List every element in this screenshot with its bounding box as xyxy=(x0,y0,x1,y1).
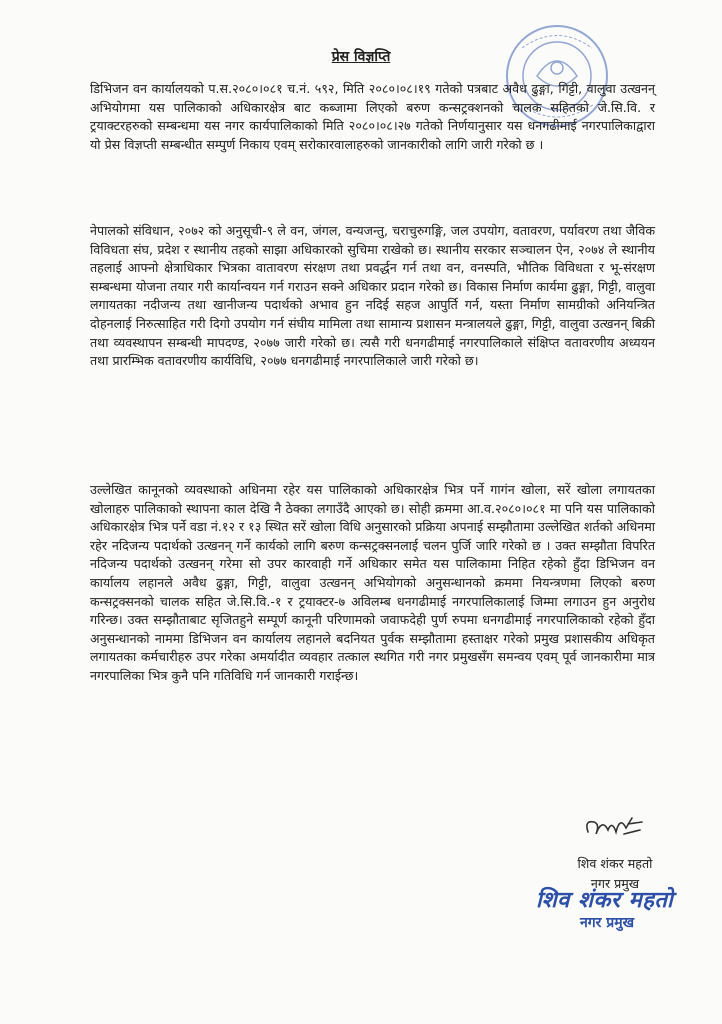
stamp-designation: नगर प्रमुख xyxy=(580,915,635,931)
paragraph-2: नेपालको संविधान, २०७२ को अनुसूची-९ ले वन, जंगल, वन्यजन्तु, चराचुरुगङ्गि, जल उपयोग, वतावरण, पर्यावरण तथा जैविक विविधता संघ, प्रदेश र स्थानीय तहको साझा अधिकारको सुचिमा राखेको छ। स्थानीय सरकार सञ्चालन ऐन, २०७४ ले स्थानीय तहलाई आफ्नो क्षेत्राधिकार भित्रका वातावरण संरक्षण तथा प्रवर्द्धन गर्न तथा वन, वनस्पति, भौतिक विविधता र भू-संरक्षण सम्बन्धमा योजना तयार गरी कार्यान्वयन गर्न गराउन सक्ने अधिकार प्रदान गरेको छ। विकास निर्माण कार्यमा ढुङ्गा, गिट्टी, वालुवा लगायतका नदीजन्य तथा खानीजन्य पदार्थको अभाव हुन नदिई सहज आपुर्ति गर्न, यस्ता निर्माण सामग्रीको अनियन्त्रित दोहनलाई निरुत्साहित गरी दिगो उपयोग गर्न संघीय मामिला तथा सामान्य प्रशासन मन्त्रालयले ढुङ्गा, गिट्टी, वालुवा उत्खनन् बिक्री तथा व्यवस्थापन सम्बन्धी मापदण्ड, २०७७ जारी गरेको छ। त्यसै गरी धनगढीमाई नगरपालिकाले संक्षिप्त वतावरणीय अध्ययन तथा प्रारम्भिक वतावरणीय कार्यविधि, २०७७ धनगढीमाई नगरपालिकाले जारी गरेको छ। xyxy=(90,223,655,369)
stamp-name: शिव शंकर महतो xyxy=(536,888,674,913)
paragraph-3: उल्लेखित कानूनको व्यवस्थाको अधिनमा रहेर यस पालिकाको अधिकारक्षेत्र भित्र पर्ने गागंन खोला, सरें खोला लगायतका खोलाहरु पालिकाको स्थापना काल देखि नै ठेक्का लगाउँदै आएको छ। सोही क्रममा आ.व.२०८०।०८१ मा पनि यस पालिकाको अधिकारक्षेत्र भित्र पर्ने वडा नं.१२ र १३ स्थित सरें खोला विधि अनुसारको प्रक्रिया अपनाई सम्झौतामा उल्लेखित शर्तको अधिनमा रहेर नदिजन्य पदार्थको उत्खनन् गर्ने कार्यको लागि बरुण कन्सट्रक्सनलाई चलन पुर्जि जारि गरेको छ । उक्त सम्झौता विपरित नदिजन्य पदार्थको उत्खनन् गरेमा सो उपर कारवाही गर्ने अधिकार समेत यस पालिकामा निहित रहेको हुँदा डिभिजन वन कार्यालय लहानले अवैध ढुङ्गा, गिट्टी, वालुवा उत्खनन् अभियोगको अनुसन्धानको क्रममा नियन्त्रणमा लिएको बरुण कन्सट्रक्सनको चालक सहित जे.सि.वि.-१ र ट्रयाक्टर-७ अविलम्ब धनगढीमाई नगरपालिकालाई जिम्मा लगाउन हुन अनुरोध गरिन्छ। उक्त सम्झौताबाट सृजितहुने सम्पूर्ण कानूनी परिणामको जवाफदेही पुर्ण रुपमा धनगढीमाई नगरपालिकाको रहेको हुँदा अनुसन्धानको नाममा डिभिजन वन कार्यालय लहानले बदनियत पुर्वक सम्झौतामा हस्ताक्षर गरेको प्रमुख प्रशासकीय अधिकृत लगायतका कर्मचारीहरु उपर गरेका अमर्यादीत व्यवहार तत्काल स्थगित गरी नगर प्रमुखसँग समन्वय एवम् पूर्व जानकारीमा मात्र नगरपालिका भित्र कुनै पनि गतिविधि गर्न जानकारी गराईन्छ। xyxy=(90,482,655,683)
signatory-designation: नगर प्रमुख xyxy=(590,876,640,891)
document-title: प्रेस विज्ञप्ति xyxy=(331,49,391,65)
paragraph-1: डिभिजन वन कार्यालयको प.स.२०८०।०८१ च.नं. ५९२, मिति २०८०।०८।१९ गतेको पत्रबाट अवैध ढुङ्गा, गिट्टी, वालुवा उत्खनन् अभियोगमा यस पालिकाको अधिकारक्षेत्र बाट कब्जामा लिएको बरुण कन्सट्रक्शनको चालक सहितको जे.सि.वि. र ट्रयाक्टरहरुको सम्बन्धमा यस नगर कार्यपालिकाको मिति २०८०।०८।२७ गतेको निर्णयानुसार यस धनगढीमाई नगरपालिकाद्वारा यो प्रेस विज्ञप्ती सम्बन्धीत सम्पुर्ण निकाय एवम् सरोकारवालाहरुको जानकारीको लागि जारी गरेको छ । xyxy=(90,81,655,152)
signatory-name: शिव शंकर महतो xyxy=(577,856,653,871)
handwritten-signature-icon xyxy=(580,810,650,844)
